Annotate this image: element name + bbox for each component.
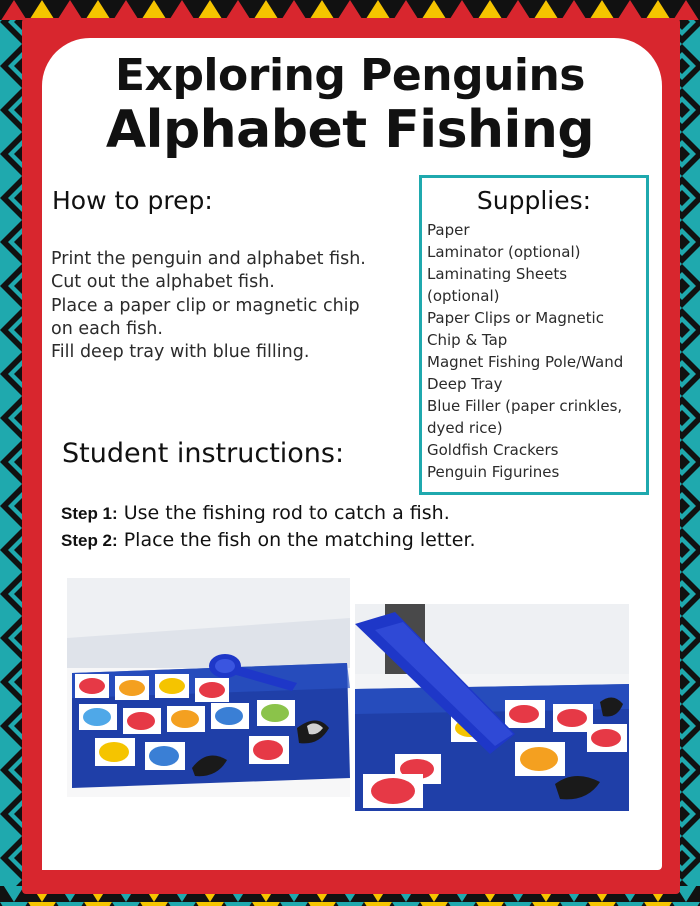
step-label: Step 2: [61, 531, 118, 550]
step-text: Use the fishing rod to catch a fish. [117, 502, 450, 524]
supplies-heading: Supplies: [476, 186, 592, 215]
supplies-list [427, 219, 647, 483]
prep-line: Cut out the alphabet fish. [51, 272, 275, 293]
step-label: Step 1: [61, 504, 118, 523]
supply-item: dyed rice) [427, 419, 503, 437]
supplies-box [419, 175, 649, 495]
supply-item: Paper Clips or Magnetic [427, 309, 604, 327]
step-row [61, 527, 661, 554]
prep-line: on each fish. [51, 318, 163, 339]
activity-photo-1-image [67, 578, 350, 797]
step-row [61, 500, 661, 527]
supply-item: Penguin Figurines [427, 463, 560, 481]
supply-item: Laminating Sheets [427, 265, 568, 283]
supply-item: Goldfish Crackers [427, 441, 559, 459]
prep-list [51, 248, 411, 364]
steps-list [61, 500, 661, 554]
title-line-2: Alphabet Fishing [105, 100, 595, 160]
activity-photo-2-image [355, 604, 629, 811]
supply-item: (optional) [427, 287, 500, 305]
step-text: Place the fish on the matching letter. [117, 529, 476, 551]
supply-item: Chip & Tap [427, 331, 508, 349]
supply-item: Laminator (optional) [427, 243, 581, 261]
prep-line: Fill deep tray with blue filling. [51, 342, 310, 363]
prep-line: Place a paper clip or magnetic chip [51, 295, 360, 316]
supply-item: Deep Tray [427, 375, 503, 393]
activity-photo-1 [67, 578, 350, 797]
prep-heading: How to prep: [52, 186, 213, 215]
prep-line: Print the penguin and alphabet fish. [51, 249, 366, 269]
supply-item: Paper [427, 221, 470, 239]
supply-item: Blue Filler (paper crinkles, [427, 397, 623, 415]
activity-photo-2 [355, 604, 629, 811]
title-line-1: Exploring Penguins [115, 50, 585, 101]
student-instructions-heading: Student instructions: [62, 438, 345, 469]
supply-item: Magnet Fishing Pole/Wand [427, 353, 624, 371]
